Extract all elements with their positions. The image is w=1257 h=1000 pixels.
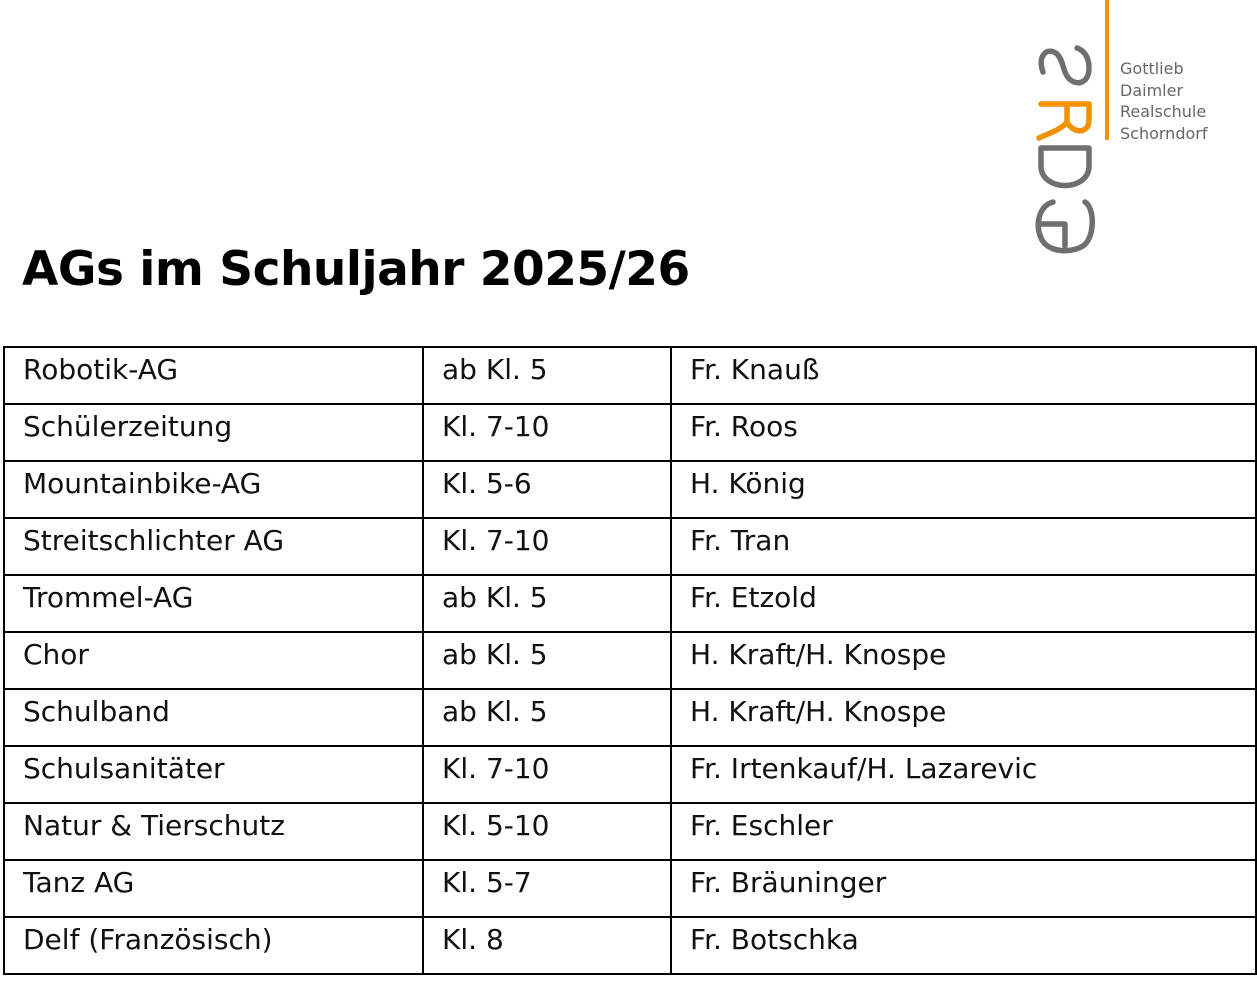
table-row [4, 347, 1256, 404]
ag-grade-cell: Kl. 7-10 [423, 518, 671, 575]
logo-accent-bar [1105, 0, 1109, 140]
ag-teacher-cell: Fr. Bräuninger [671, 860, 1256, 917]
ag-grade-cell: Kl. 8 [423, 917, 671, 974]
ag-name-cell: Natur & Tierschutz [4, 803, 423, 860]
logo-letter-g [1038, 202, 1092, 251]
school-name-line: Gottlieb [1120, 59, 1184, 78]
school-name-line: Daimler [1120, 80, 1184, 100]
table-row [4, 461, 1256, 518]
table-row [4, 746, 1256, 803]
ag-name-cell: Robotik-AG [4, 347, 423, 404]
ag-grade-cell: Kl. 7-10 [423, 746, 671, 803]
ag-teacher-cell: H. Kraft/H. Knospe [671, 689, 1256, 746]
ag-teacher-cell: Fr. Tran [671, 518, 1256, 575]
ag-teacher-cell: H. Kraft/H. Knospe [671, 632, 1256, 689]
ag-name-cell: Schulsanitäter [4, 746, 423, 803]
ag-grade-cell: Kl. 5-10 [423, 803, 671, 860]
logo-letter-d [1041, 148, 1089, 186]
ag-grade-cell: Kl. 7-10 [423, 404, 671, 461]
ag-teacher-cell: Fr. Knauß [671, 347, 1256, 404]
gdrs-logo-mark [1033, 42, 1097, 254]
ag-name-cell: Schulband [4, 689, 423, 746]
ag-table [3, 346, 1257, 975]
ag-grade-cell: ab Kl. 5 [423, 575, 671, 632]
table-row [4, 404, 1256, 461]
ag-teacher-cell: H. König [671, 461, 1256, 518]
ag-name-cell: Trommel-AG [4, 575, 423, 632]
table-row [4, 689, 1256, 746]
ag-teacher-cell: Fr. Botschka [671, 917, 1256, 974]
ag-grade-cell: ab Kl. 5 [423, 347, 671, 404]
school-name-line: Schorndorf [1120, 123, 1208, 143]
ag-teacher-cell: Fr. Irtenkauf/H. Lazarevic [671, 746, 1256, 803]
school-name [1120, 58, 1207, 144]
ag-teacher-cell: Fr. Roos [671, 404, 1256, 461]
ag-grade-cell: ab Kl. 5 [423, 632, 671, 689]
ag-name-cell: Delf (Französisch) [4, 917, 423, 974]
ag-name-cell: Tanz AG [4, 860, 423, 917]
ag-name-cell: Mountainbike-AG [4, 461, 423, 518]
ag-teacher-cell: Fr. Etzold [671, 575, 1256, 632]
table-row [4, 803, 1256, 860]
ag-grade-cell: ab Kl. 5 [423, 689, 671, 746]
ag-name-cell: Streitschlichter AG [4, 518, 423, 575]
school-name-line: Realschule [1120, 102, 1207, 121]
table-row [4, 632, 1256, 689]
table-row [4, 575, 1256, 632]
ag-teacher-cell: Fr. Eschler [671, 803, 1256, 860]
logo-letter-s [1041, 48, 1089, 83]
table-row [4, 917, 1256, 974]
table-row [4, 518, 1256, 575]
ag-grade-cell: Kl. 5-7 [423, 860, 671, 917]
table-row [4, 860, 1256, 917]
ag-grade-cell: Kl. 5-6 [423, 461, 671, 518]
ag-name-cell: Schülerzeitung [4, 404, 423, 461]
ag-table-body [4, 347, 1256, 974]
ag-name-cell: Chor [4, 632, 423, 689]
logo-letter-r [1039, 104, 1089, 138]
page-title: AGs im Schuljahr 2025/26 [22, 242, 690, 297]
